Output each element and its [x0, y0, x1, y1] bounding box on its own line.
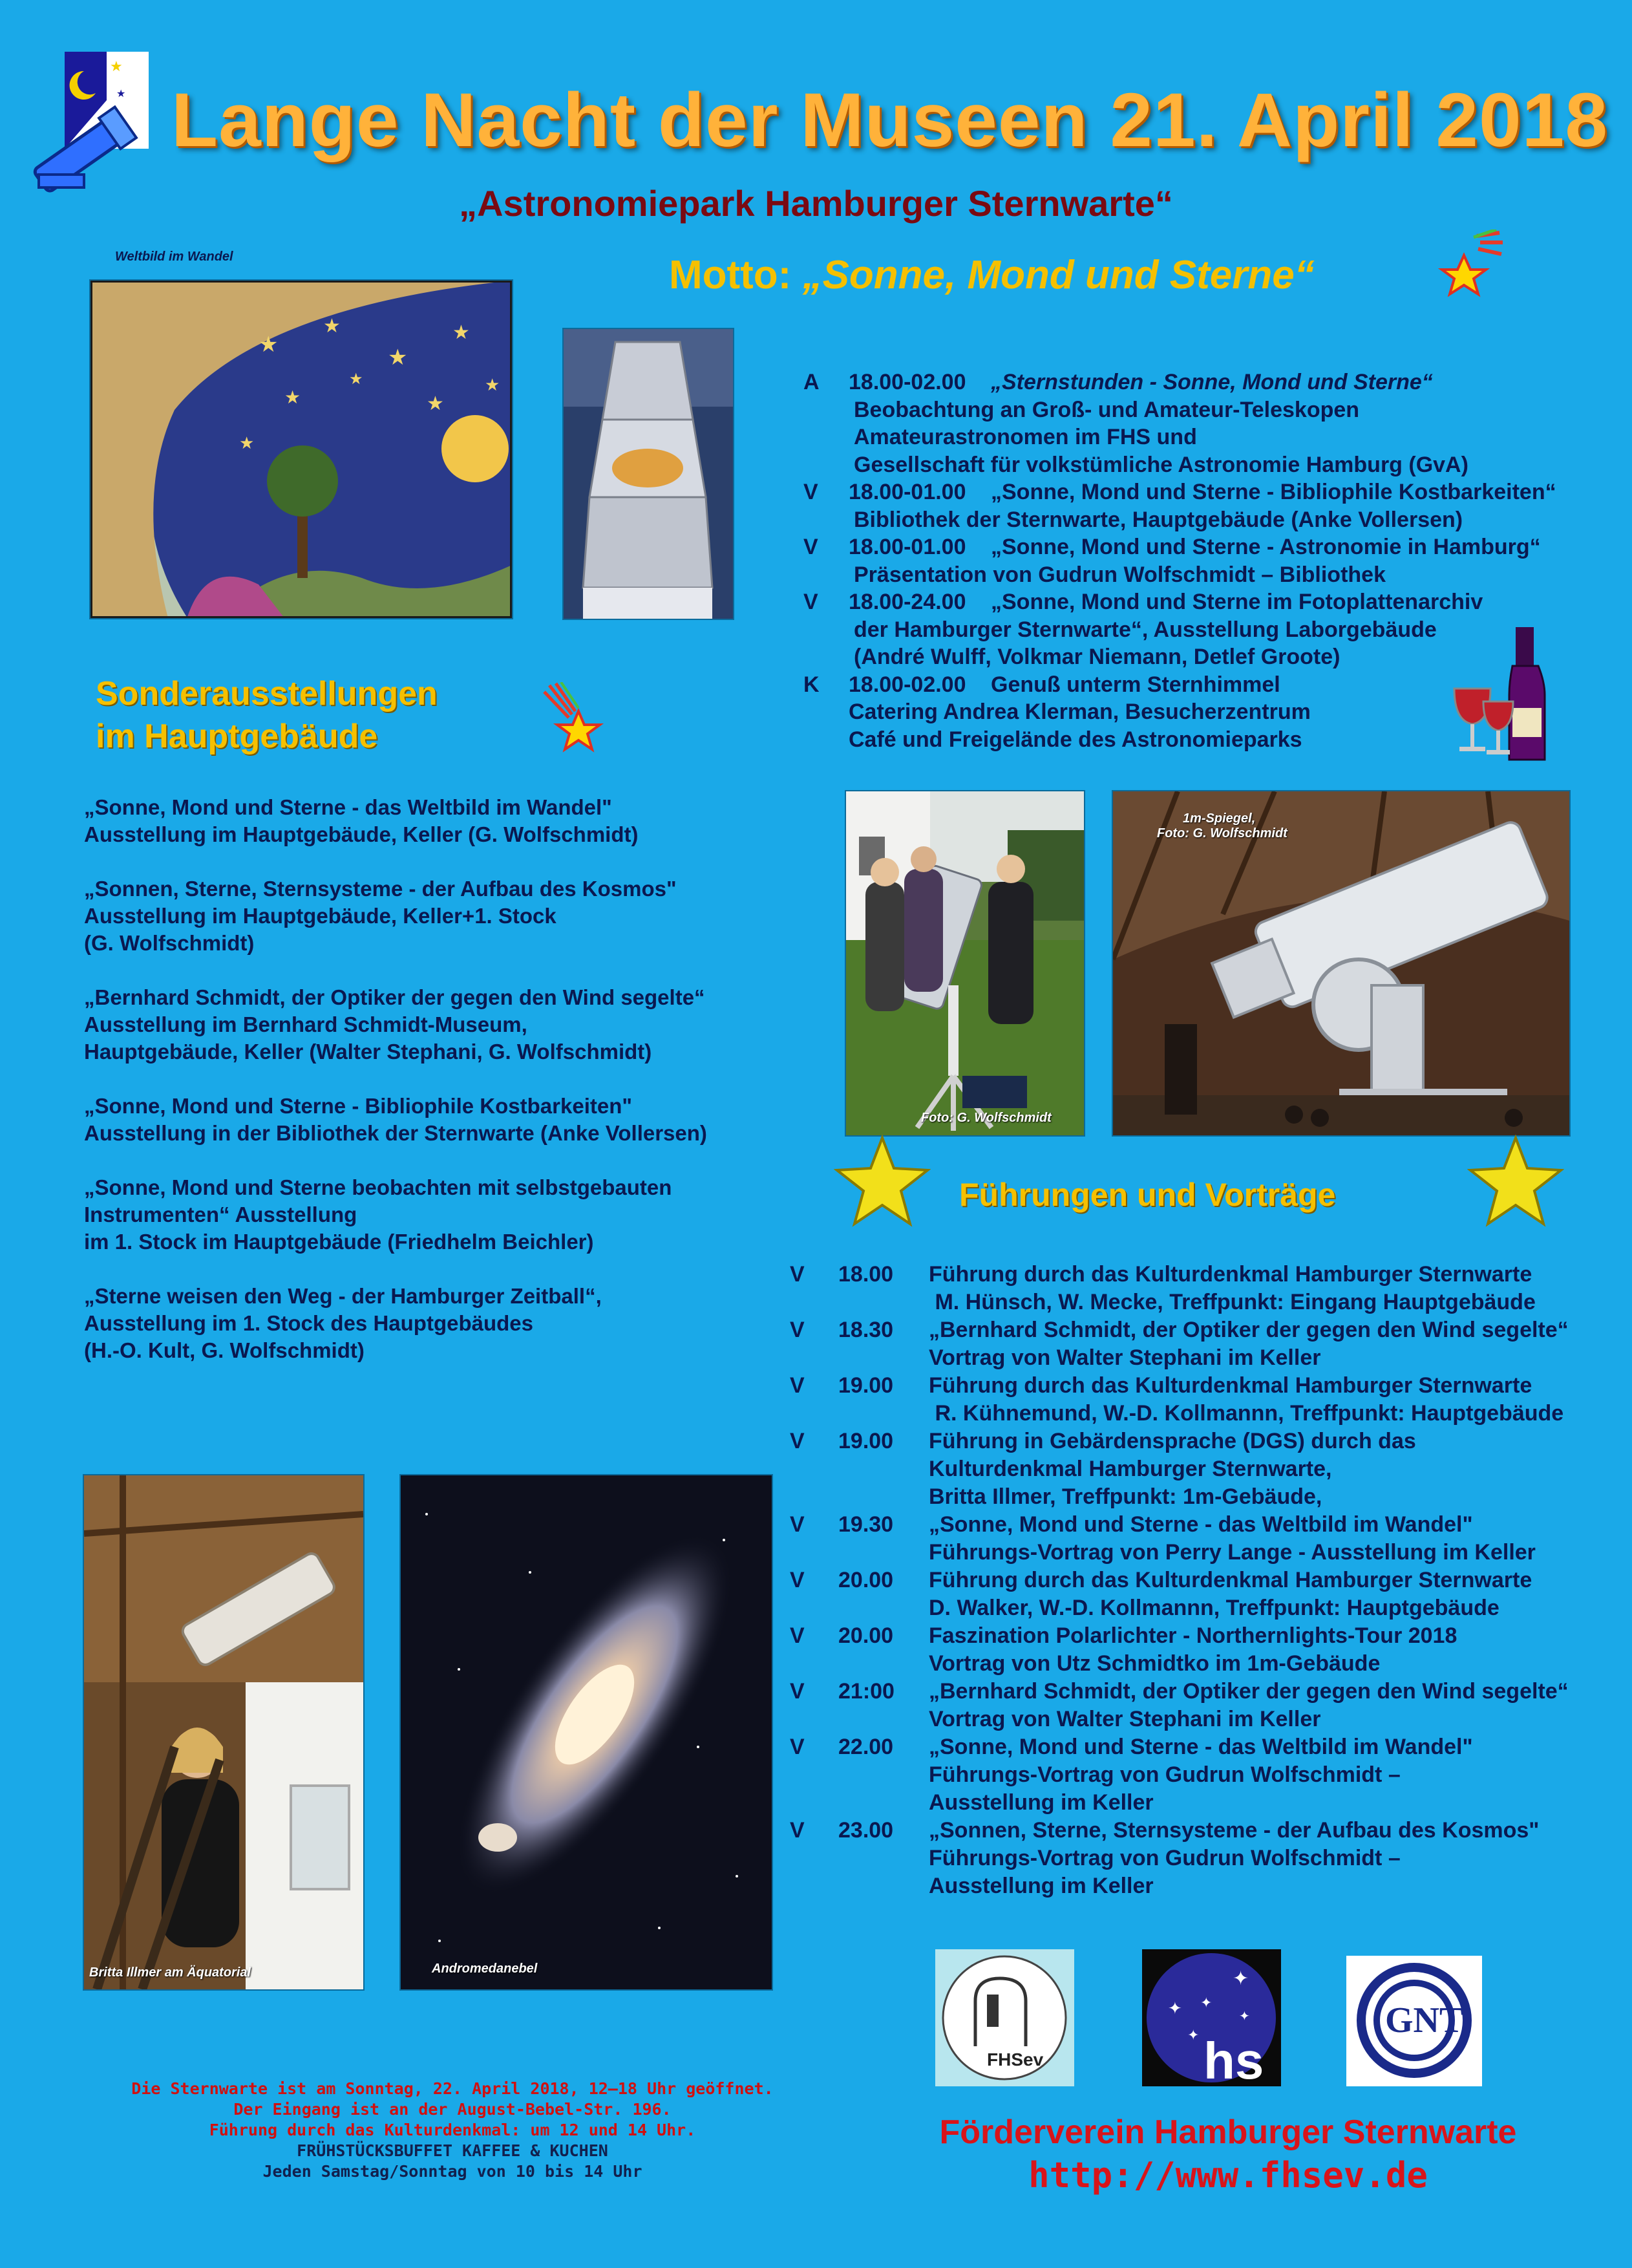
footer-info — [52, 2079, 853, 2182]
tour-item — [790, 1511, 1569, 1567]
tour-code: V — [790, 1735, 805, 1759]
program-item — [803, 588, 1556, 671]
exhibition-line: im 1. Stock im Hauptgebäude (Friedhelm Beichler) — [84, 1230, 594, 1254]
motto-text: „Sonne, Mond und Sterne“ — [802, 253, 1315, 297]
tour-item — [790, 1567, 1569, 1622]
footer-line: Der Eingang ist an der August-Bebel-Str. 196. — [233, 2100, 672, 2119]
exhibitions-list — [84, 794, 707, 1391]
tours-heading: Führungen und Vorträge — [959, 1177, 1336, 1213]
tour-item — [790, 1316, 1569, 1372]
telescope-logo-icon — [19, 45, 155, 194]
flammarion-engraving-image — [89, 279, 513, 619]
program-list — [803, 369, 1556, 753]
tour-line: Führung durch das Kulturdenkmal Hamburger Sternwarte — [929, 1373, 1532, 1398]
program-item — [803, 533, 1556, 588]
telescope-garden-photo — [845, 790, 1085, 1137]
tour-line: Britta Illmer, Treffpunkt: 1m-Gebäude, — [929, 1484, 1322, 1509]
tour-code: V — [790, 1568, 805, 1592]
svg-text:✦: ✦ — [1233, 1968, 1249, 1989]
mirror-photo-caption — [1157, 811, 1288, 841]
exhibition-item — [84, 875, 707, 957]
tour-code: V — [790, 1429, 805, 1453]
svg-text:★: ★ — [485, 375, 500, 394]
program-line: Café und Freigelände des Astronomieparks — [849, 727, 1302, 752]
svg-text:★: ★ — [110, 58, 123, 74]
tour-line: „Sonnen, Sterne, Sternsysteme - der Aufbau des Kosmos" — [929, 1818, 1540, 1843]
exhibition-item — [84, 1093, 707, 1147]
tour-line: „Bernhard Schmidt, der Optiker der gegen den Wind segelte“ — [929, 1318, 1569, 1342]
mirror-caption-credit: Foto: G. Wolfschmidt — [1157, 826, 1288, 840]
hs-logo — [1142, 1949, 1281, 2086]
svg-text:✦: ✦ — [1168, 1998, 1182, 2018]
exhibitions-heading-line1: Sonderausstellungen — [96, 675, 438, 712]
program-code: V — [803, 535, 818, 559]
exhibition-item — [84, 984, 707, 1065]
program-time: 18.00-24.00 — [849, 590, 966, 614]
tour-line: Führungs-Vortrag von Gudrun Wolfschmidt – — [929, 1846, 1401, 1870]
garden-photo-credit: Foto: G. Wolfschmidt — [921, 1111, 1052, 1125]
page-subtitle: „Astronomiepark Hamburger Sternwarte“ — [459, 183, 1173, 224]
tour-time: 18.30 — [838, 1318, 894, 1342]
svg-text:★: ★ — [284, 387, 301, 407]
tours-list — [790, 1261, 1569, 1900]
exhibition-line: (G. Wolfschmidt) — [84, 931, 255, 955]
mirror-caption-title: 1m-Spiegel, — [1183, 811, 1256, 826]
tour-item — [790, 1261, 1569, 1316]
svg-text:★: ★ — [239, 433, 255, 453]
tour-time: 21:00 — [838, 1679, 895, 1704]
tour-line: R. Kühnemund, W.-D. Kollmannn, Treffpunkt: Hauptgebäude — [929, 1401, 1564, 1426]
svg-text:★: ★ — [349, 370, 363, 388]
armillary-model-photo — [562, 328, 734, 620]
motto-label: Motto: — [669, 253, 792, 297]
exhibition-line: Ausstellung in der Bibliothek der Sternwarte (Anke Vollersen) — [84, 1121, 707, 1145]
program-line: Beobachtung an Groß- und Amateur-Teleskopen — [854, 397, 1360, 422]
tour-code: V — [790, 1818, 805, 1843]
program-line: Bibliothek der Sternwarte, Hauptgebäude (Anke Vollersen) — [854, 507, 1463, 532]
tour-code: V — [790, 1512, 805, 1537]
exhibition-line: „Sonnen, Sterne, Sternsysteme - der Aufbau des Kosmos" — [84, 877, 677, 901]
svg-text:★: ★ — [388, 345, 408, 370]
exhibition-line: Instrumenten“ Ausstellung — [84, 1203, 357, 1226]
svg-text:★: ★ — [427, 393, 444, 414]
tour-line: M. Hünsch, W. Mecke, Treffpunkt: Eingang Hauptgebäude — [929, 1290, 1536, 1314]
program-title: „Sonne, Mond und Sterne - Astronomie in Hamburg“ — [991, 535, 1541, 559]
program-title: „Sternstunden - Sonne, Mond und Sterne“ — [991, 370, 1433, 394]
exhibition-line: Ausstellung im Bernhard Schmidt-Museum, — [84, 1012, 527, 1036]
britta-caption: Britta Illmer am Äquatorial — [89, 1965, 251, 1980]
shooting-star-icon — [1438, 230, 1509, 301]
exhibitions-heading-line2: im Hauptgebäude — [96, 718, 378, 755]
tour-time: 19.00 — [838, 1429, 894, 1453]
svg-text:★: ★ — [116, 89, 126, 100]
tour-time: 20.00 — [838, 1568, 894, 1592]
program-title: Genuß unterm Sternhimmel — [991, 672, 1280, 697]
one-meter-mirror-photo — [1112, 790, 1571, 1137]
svg-text:✦: ✦ — [1239, 2009, 1250, 2024]
program-line: Präsentation von Gudrun Wolfschmidt – Bibliothek — [854, 562, 1386, 587]
tour-time: 23.00 — [838, 1818, 894, 1843]
tour-line: „Sonne, Mond und Sterne - das Weltbild im Wandel" — [929, 1512, 1473, 1537]
andromeda-caption: Andromedanebel — [432, 1962, 538, 1976]
verein-name: Förderverein Hamburger Sternwarte — [939, 2113, 1517, 2151]
weltbild-caption: Weltbild im Wandel — [115, 250, 233, 264]
motto — [669, 252, 1315, 298]
tour-time: 19.00 — [838, 1373, 894, 1398]
exhibition-line: Hauptgebäude, Keller (Walter Stephani, G. Wolfschmidt) — [84, 1040, 652, 1064]
program-item — [803, 369, 1556, 478]
tour-code: V — [790, 1318, 805, 1342]
svg-text:✦: ✦ — [1187, 2027, 1200, 2043]
tour-item — [790, 1733, 1569, 1817]
program-title: „Sonne, Mond und Sterne - Bibliophile Kostbarkeiten“ — [991, 480, 1556, 504]
svg-text:✦: ✦ — [1200, 1995, 1213, 2011]
footer-line: FRÜHSTÜCKSBUFFET KAFFEE & KUCHEN — [297, 2141, 608, 2160]
svg-text:★: ★ — [452, 322, 470, 343]
svg-text:★: ★ — [323, 316, 341, 337]
exhibition-line: „Sonne, Mond und Sterne - das Weltbild im Wandel" — [84, 795, 612, 819]
program-time: 18.00-02.00 — [849, 370, 966, 394]
tour-line: Führungs-Vortrag von Gudrun Wolfschmidt – — [929, 1762, 1401, 1787]
exhibition-line: Ausstellung im Hauptgebäude, Keller (G. Wolfschmidt) — [84, 822, 639, 846]
tour-item — [790, 1817, 1569, 1900]
exhibition-line: Ausstellung im Hauptgebäude, Keller+1. Stock — [84, 904, 556, 928]
program-title: „Sonne, Mond und Sterne im Fotoplattenarchiv — [991, 590, 1483, 614]
tour-line: Führungs-Vortrag von Perry Lange - Ausstellung im Keller — [929, 1540, 1536, 1565]
tour-line: Vortrag von Utz Schmidtko im 1m-Gebäude — [929, 1651, 1381, 1676]
tour-line: „Sonne, Mond und Sterne - das Weltbild im Wandel" — [929, 1735, 1473, 1759]
website-link[interactable]: http://www.fhsev.de — [1028, 2155, 1428, 2196]
program-time: 18.00-01.00 — [849, 535, 966, 559]
tour-line: Vortrag von Walter Stephani im Keller — [929, 1707, 1321, 1731]
program-line: Gesellschaft für volkstümliche Astronomie Hamburg (GvA) — [854, 452, 1468, 477]
tour-time: 20.00 — [838, 1623, 894, 1648]
exhibition-line: „Sonne, Mond und Sterne - Bibliophile Kostbarkeiten" — [84, 1094, 633, 1118]
exhibition-item — [84, 1283, 707, 1364]
exhibition-line: „Sonne, Mond und Sterne beobachten mit selbstgebauten — [84, 1175, 672, 1199]
tour-line: Vortrag von Walter Stephani im Keller — [929, 1345, 1321, 1370]
tour-line: „Bernhard Schmidt, der Optiker der gegen den Wind segelte“ — [929, 1679, 1569, 1704]
tour-time: 19.30 — [838, 1512, 894, 1537]
exhibition-line: Ausstellung im 1. Stock des Hauptgebäudes — [84, 1311, 533, 1335]
exhibition-item — [84, 1174, 707, 1256]
footer-line: Die Sternwarte ist am Sonntag, 22. April 2018, 12–18 Uhr geöffnet. — [131, 2079, 774, 2098]
program-time: 18.00-01.00 — [849, 480, 966, 504]
program-item — [803, 671, 1556, 754]
star-icon — [1467, 1135, 1564, 1228]
exhibition-line: „Bernhard Schmidt, der Optiker der gegen den Wind segelte“ — [84, 985, 705, 1009]
shooting-star-icon — [543, 682, 608, 753]
tour-line: Faszination Polarlichter - Northernlights-Tour 2018 — [929, 1623, 1457, 1648]
tour-item — [790, 1678, 1569, 1733]
star-icon — [834, 1135, 931, 1228]
program-line: Catering Andrea Klerman, Besucherzentrum — [849, 700, 1311, 724]
page-title: Lange Nacht der Museen 21. April 2018 — [171, 78, 1608, 163]
tour-code: V — [790, 1679, 805, 1704]
tour-line: D. Walker, W.-D. Kollmannn, Treffpunkt: Hauptgebäude — [929, 1596, 1500, 1620]
exhibition-item — [84, 794, 707, 848]
tour-line: Ausstellung im Keller — [929, 1790, 1154, 1815]
tour-code: V — [790, 1262, 805, 1287]
program-code: A — [803, 370, 820, 394]
exhibition-line: (H.-O. Kult, G. Wolfschmidt) — [84, 1338, 365, 1362]
britta-illmer-photo — [83, 1474, 365, 1991]
program-line: der Hamburger Sternwarte“, Ausstellung Laborgebäude — [854, 617, 1437, 642]
program-item — [803, 478, 1556, 533]
wine-bottle-icon — [1448, 624, 1561, 766]
program-code: V — [803, 590, 818, 614]
tour-code: V — [790, 1623, 805, 1648]
gnt-logo-text: GNT — [1385, 2000, 1464, 2040]
program-code: K — [803, 672, 820, 697]
program-code: V — [803, 480, 818, 504]
tour-time: 22.00 — [838, 1735, 894, 1759]
tour-line: Kulturdenkmal Hamburger Sternwarte, — [929, 1457, 1332, 1481]
tour-line: Führung durch das Kulturdenkmal Hamburger Sternwarte — [929, 1262, 1532, 1287]
footer-line: Jeden Samstag/Sonntag von 10 bis 14 Uhr — [262, 2162, 642, 2181]
tour-line: Führung in Gebärdensprache (DGS) durch das — [929, 1429, 1416, 1453]
program-line: (André Wulff, Volkmar Niemann, Detlef Groote) — [854, 645, 1341, 669]
hs-logo-text: hs — [1203, 2032, 1264, 2086]
tour-line: Führung durch das Kulturdenkmal Hamburger Sternwarte — [929, 1568, 1532, 1592]
gnt-logo — [1346, 1956, 1482, 2086]
tour-item — [790, 1428, 1569, 1511]
svg-text:★: ★ — [259, 332, 279, 357]
program-time: 18.00-02.00 — [849, 672, 966, 697]
footer-line: Führung durch das Kulturdenkmal: um 12 und 14 Uhr. — [209, 2121, 696, 2139]
exhibition-line: „Sterne weisen den Weg - der Hamburger Zeitball“, — [84, 1284, 602, 1308]
tour-item — [790, 1622, 1569, 1678]
tour-item — [790, 1372, 1569, 1428]
program-line: Amateurastronomen im FHS und — [854, 425, 1197, 449]
tour-time: 18.00 — [838, 1262, 894, 1287]
andromeda-galaxy-photo — [399, 1474, 773, 1991]
fhs-logo-text: FHSev — [987, 2049, 1044, 2070]
tour-code: V — [790, 1373, 805, 1398]
fhs-logo — [935, 1949, 1074, 2086]
exhibitions-heading — [96, 672, 438, 758]
tour-line: Ausstellung im Keller — [929, 1874, 1154, 1898]
